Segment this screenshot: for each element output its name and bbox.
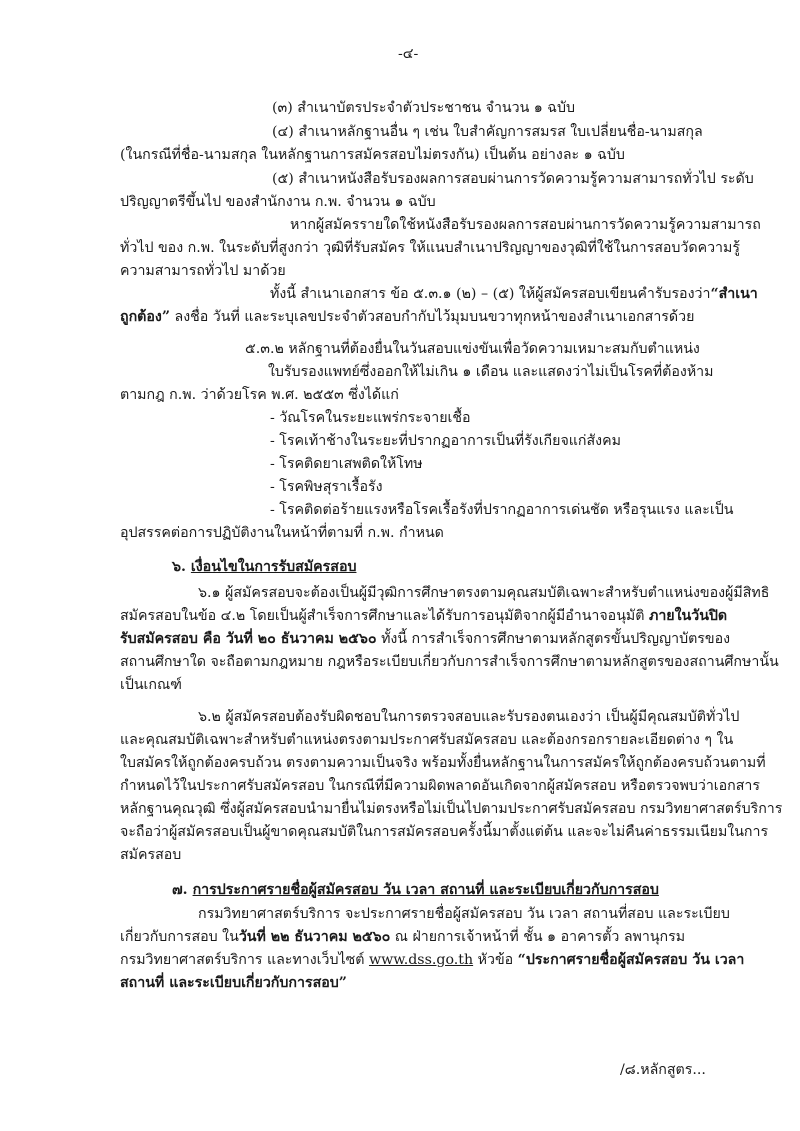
clause-6-1-text: ทั้งนี้ การสำเร็จการศึกษาตามหลักสูตรขั้นปริญญาบัตรของ [376, 631, 731, 647]
clause-6-2-line-4: กำหนดไว้ในประกาศรับสมัครสอบ ในกรณีที่มีความผิดพลาดอันเกิดจากผู้สมัครสอบ หรือตรวจพบว่าเอกสาร [120, 778, 761, 794]
disease-item: - วัณโรคในระยะแพร่กระจายเชื้อ [270, 410, 471, 426]
clause-6-2-line-5: หลักฐานคุณวุฒิ ซึ่งผู้สมัครสอบนำมายื่นไม่ตรงหรือไม่เป็นไปตามประกาศรับสมัครสอบ กรมวิทยาศาสตร์บริการ [120, 801, 783, 817]
medical-cert-line-2: ตามกฎ ก.พ. ว่าด้วยโรค พ.ศ. ๒๕๕๓ ซึ่งได้แก่ [120, 387, 399, 403]
clause-6-2-line-6: จะถือว่าผู้สมัครสอบเป็นผู้ขาดคุณสมบัติในการสมัครสอบครั้งนี้มาตั้งแต่ต้น และจะไม่คืนค่าธรรมเนียมในการ [120, 824, 769, 840]
clause-7-text: ณ ฝ่ายการเจ้าหน้าที่ ชั้น ๑ อาคารตั้ว ลพานุกรม [390, 929, 686, 945]
clause-6-1-line-1: ๖.๑ ผู้สมัครสอบจะต้องเป็นผู้มีวุฒิการศึกษาตรงตามคุณสมบัติเฉพาะสำหรับตำแหน่งของผู้มีสิทธิ [198, 585, 770, 601]
clause-6-1-line-4: สถานศึกษาใด จะถือตามกฎหมาย กฎหรือระเบียบเกี่ยวกับการสำเร็จการศึกษาตามหลักสูตรของสถานศึกษานั้น [120, 654, 779, 670]
section-7-heading [172, 880, 659, 900]
clause-6-1-line-3 [120, 629, 730, 649]
certify-phrase-end: ถูกต้อง” [120, 309, 171, 325]
certify-text: ทั้งนี้ สำเนาเอกสาร ข้อ ๕.๓.๑ (๒) – (๕) ให้ผู้สมัครสอบเขียนคำรับรองว่า [270, 286, 711, 302]
website-link[interactable]: www.dss.go.th [368, 952, 474, 968]
disease-item: - โรคติดยาเสพติดให้โทษ [270, 456, 423, 472]
clause-7-topic-label: หัวข้อ [473, 952, 518, 968]
clause-6-1-line-2 [120, 606, 727, 626]
clause-6-2-line-3: ใบสมัครให้ถูกต้องครบถ้วน ตรงตามความเป็นจริง พร้อมทั้งยื่นหลักฐานในการสมัครให้ถูกต้องครบถ้วนตามที่ [120, 755, 766, 771]
clause-6-2-line-7: สมัครสอบ [120, 847, 182, 863]
clause-7-line-1: กรมวิทยาศาสตร์บริการ จะประกาศรายชื่อผู้สมัครสอบ วัน เวลา สถานที่สอบ และระเบียบ [198, 906, 730, 922]
note-line-2: ทั่วไป ของ ก.พ. ในระดับที่สูงกว่า วุฒิที่รับสมัคร ให้แนบสำเนาปริญญาของวุฒิที่ใช้ในการสอบวัดความรู้ [120, 240, 740, 256]
item-5-line-1: (๕) สำเนาหนังสือรับรองผลการสอบผ่านการวัดความรู้ความสามารถทั่วไป ระดับ [272, 171, 754, 187]
item-5-line-2: ปริญญาตรีขึ้นไป ของสำนักงาน ก.พ. จำนวน ๑ ฉบับ [120, 194, 436, 210]
clause-7-line-3 [120, 950, 744, 970]
clause-6-1-text: สมัครสอบในข้อ ๔.๒ โดยเป็นผู้สำเร็จการศึกษาและได้รับการอนุมัติจากผู้มีอำนาจอนุมัติ [120, 608, 649, 624]
clause-6-2-line-1: ๖.๒ ผู้สมัครสอบต้องรับผิดชอบในการตรวจสอบและรับรองตนเองว่า เป็นผู้มีคุณสมบัติทั่วไป [198, 709, 740, 725]
clause-6-1-line-5: เป็นเกณฑ์ [120, 677, 182, 693]
item-3: (๓) สำเนาบัตรประจำตัวประชาชน จำนวน ๑ ฉบับ [272, 100, 575, 116]
item-4-line-1: (๔) สำเนาหลักฐานอื่น ๆ เช่น ใบสำคัญการสมรส ใบเปลี่ยนชื่อ-นามสกุล [272, 124, 703, 140]
section-7-title: การประกาศรายชื่อผู้สมัครสอบ วัน เวลา สถานที่ และระเบียบเกี่ยวกับการสอบ [192, 882, 659, 898]
clause-7-text: กรมวิทยาศาสตร์บริการ และทางเว็บไซต์ [120, 952, 369, 968]
section-7-number: ๗. [172, 882, 188, 898]
certify-line-1 [270, 284, 758, 304]
closing-date-label: ภายในวันปิด [648, 608, 728, 624]
section-5-3-2-heading: ๕.๓.๒ หลักฐานที่ต้องยื่นในวันสอบแข่งขันเพื่อวัดความเหมาะสมกับตำแหน่ง [245, 341, 700, 357]
disease-item: - โรคพิษสุราเรื้อรัง [270, 479, 383, 495]
disease-item: - โรคเท้าช้างในระยะที่ปรากฏอาการเป็นที่รังเกียจแก่สังคม [270, 433, 621, 449]
item-4-line-2: (ในกรณีที่ชื่อ-นามสกุล ในหลักฐานการสมัครสอบไม่ตรงกัน) เป็นต้น อย่างละ ๑ ฉบับ [120, 147, 625, 163]
clause-6-2-line-2: และคุณสมบัติเฉพาะสำหรับตำแหน่งตรงตามประกาศรับสมัครสอบ และต้องกรอกรายละเอียดต่าง ๆ ใน [120, 732, 734, 748]
clause-7-text: เกี่ยวกับการสอบ ใน [120, 929, 239, 945]
certify-rest: ลงชื่อ วันที่ และระบุเลขประจำตัวสอบกำกับไว้มุมบนขวาทุกหน้าของสำเนาเอกสารด้วย [170, 309, 695, 325]
section-6-number: ๖. [172, 559, 186, 575]
closing-date: รับสมัครสอบ คือ วันที่ ๒๐ ธันวาคม ๒๕๖๐ [120, 631, 377, 647]
clause-7-line-4: สถานที่ และระเบียบเกี่ยวกับการสอบ” [120, 975, 347, 991]
note-line-3: ความสามารถทั่วไป มาด้วย [120, 263, 286, 279]
certify-line-2 [120, 307, 694, 327]
announcement-date: วันที่ ๒๒ ธันวาคม ๒๕๖๐ [238, 929, 391, 945]
section-6-heading [172, 557, 356, 577]
footer-continuation: /๘.หลักสูตร... [620, 1062, 706, 1078]
disease-item: - โรคติดต่อร้ายแรงหรือโรคเรื้อรังที่ปรากฏอาการเด่นชัด หรือรุนแรง และเป็น [270, 502, 734, 518]
medical-cert-line-1: ใบรับรองแพทย์ซึ่งออกให้ไม่เกิน ๑ เดือน และแสดงว่าไม่เป็นโรคที่ต้องห้าม [268, 364, 714, 380]
note-line-1: หากผู้สมัครรายใดใช้หนังสือรับรองผลการสอบผ่านการวัดความรู้ความสามารถ [290, 217, 761, 233]
certify-phrase-start: “สำเนา [710, 286, 758, 302]
announcement-topic-start: “ประกาศรายชื่อผู้สมัครสอบ วัน เวลา [517, 952, 745, 968]
page-number: -๔- [398, 46, 419, 62]
disease-item-continuation: อุปสรรคต่อการปฏิบัติงานในหน้าที่ตามที่ ก.พ. กำหนด [120, 525, 444, 541]
clause-7-line-2 [120, 927, 685, 947]
section-6-title: เงื่อนไขในการรับสมัครสอบ [190, 559, 357, 575]
